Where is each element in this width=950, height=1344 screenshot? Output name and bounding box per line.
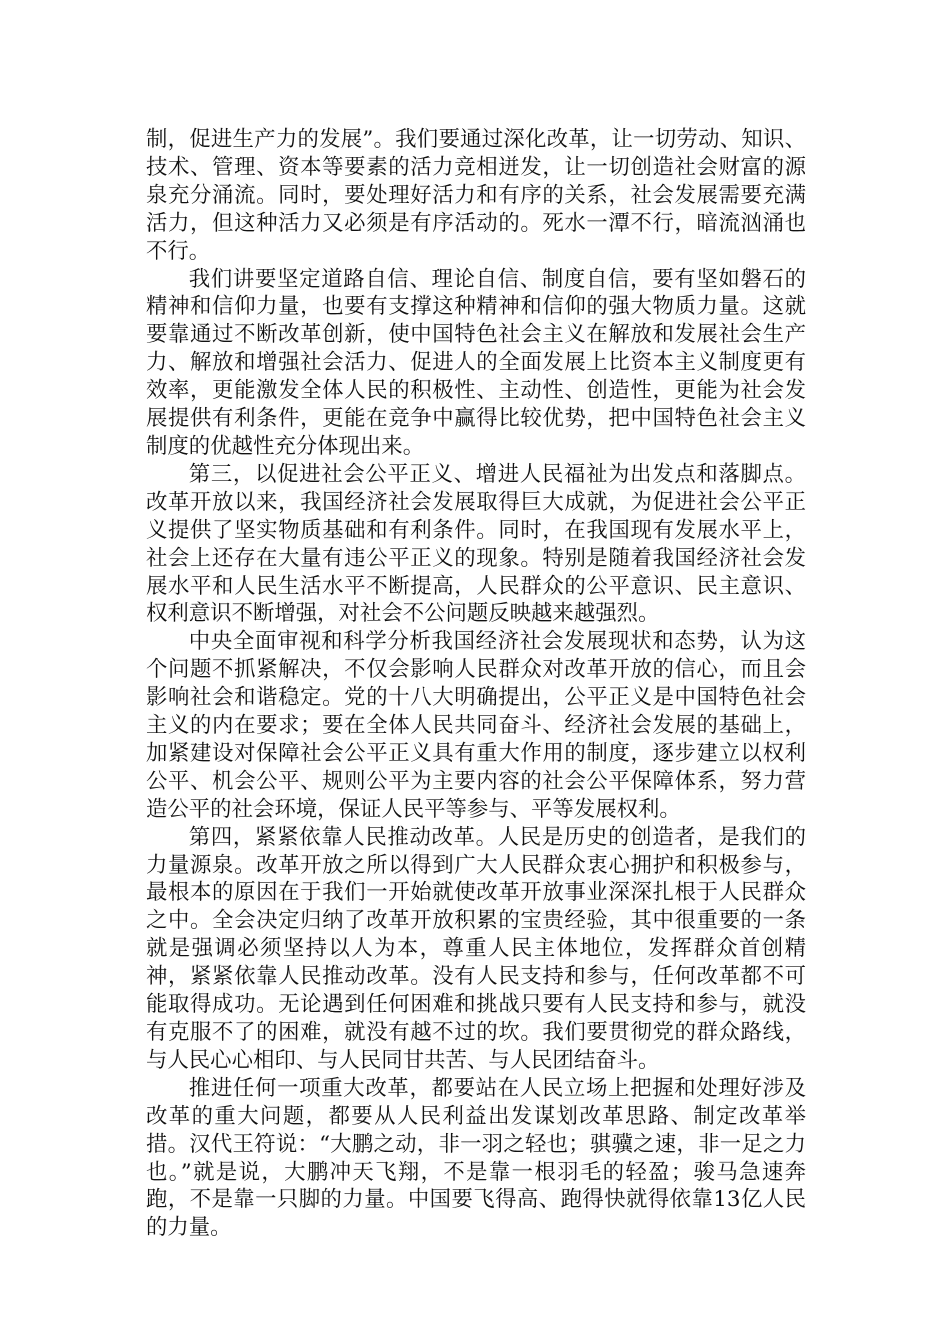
paragraph-2: 我们讲要坚定道路自信、理论自信、制度自信，要有坚如磐石的精神和信仰力量，也要有支撑这种精神和信仰的强大物质力量。这就要靠通过不断改革创新，使中国特色社会主义在解放和发展社会生产力、解放和增强社会活力、促进人的全面发展上比资本主义制度更有效率，更能激发全体人民的积极性、主动性、创造性，更能为社会发展提供有利条件，更能在竞争中赢得比较优势，把中国特色社会主义制度的优越性充分体现出来。 (146, 266, 806, 459)
paragraph-6: 推进任何一项重大改革，都要站在人民立场上把握和处理好涉及改革的重大问题，都要从人民利益出发谋划改革思路、制定改革举措。汉代王符说：“大鹏之动，非一羽之轻也；骐骥之速，非一足之力也。”就是说，大鹏冲天飞翔，不是靠一根羽毛的轻盈；骏马急速奔跑，不是靠一只脚的力量。中国要飞得高、跑得快就得依靠13亿人民的力量。 (146, 1075, 806, 1241)
paragraph-5: 第四，紧紧依靠人民推动改革。人民是历史的创造者，是我们的力量源泉。改革开放之所以得到广大人民群众衷心拥护和积极参与，最根本的原因在于我们一开始就使改革开放事业深深扎根于人民群众之中。全会决定归纳了改革开放积累的宝贵经验，其中很重要的一条就是强调必须坚持以人为本，尊重人民主体地位，发挥群众首创精神，紧紧依靠人民推动改革。没有人民支持和参与，任何改革都不可能取得成功。无论遇到任何困难和挑战只要有人民支持和参与，就没有克服不了的困难，就没有越不过的坎。我们要贯彻党的群众路线，与人民心心相印、与人民同甘共苦、与人民团结奋斗。 (146, 824, 806, 1073)
document-body (146, 126, 806, 1242)
paragraph-1: 制，促进生产力的发展”。我们要通过深化改革，让一切劳动、知识、技术、管理、资本等要素的活力竞相迸发，让一切创造社会财富的源泉充分涌流。同时，要处理好活力和有序的关系，社会发展需要充满活力，但这种活力又必须是有序活动的。死水一潭不行，暗流汹涌也不行。 (146, 127, 806, 264)
paragraph-3: 第三，以促进社会公平正义、增进人民福祉为出发点和落脚点。改革开放以来，我国经济社会发展取得巨大成就，为促进社会公平正义提供了坚实物质基础和有利条件。同时，在我国现有发展水平上，社会上还存在大量有违公平正义的现象。特别是随着我国经济社会发展水平和人民生活水平不断提高，人民群众的公平意识、民主意识、权利意识不断增强，对社会不公问题反映越来越强烈。 (146, 461, 806, 627)
paragraph-4: 中央全面审视和科学分析我国经济社会发展现状和态势，认为这个问题不抓紧解决，不仅会影响人民群众对改革开放的信心，而且会影响社会和谐稳定。党的十八大明确提出，公平正义是中国特色社会主义的内在要求；要在全体人民共同奋斗、经济社会发展的基础上，加紧建设对保障社会公平正义具有重大作用的制度，逐步建立以权利公平、机会公平、规则公平为主要内容的社会公平保障体系，努力营造公平的社会环境，保证人民平等参与、平等发展权利。 (146, 629, 806, 822)
